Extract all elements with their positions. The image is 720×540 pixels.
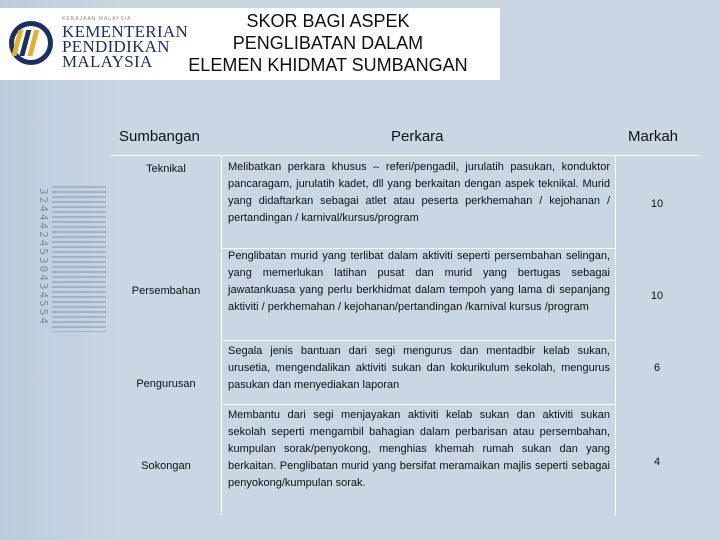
col-divider-2 — [615, 155, 616, 515]
logo-line-1: KEMENTERIAN — [62, 22, 189, 41]
row-category: Sokongan — [141, 460, 191, 472]
barcode-bars — [52, 186, 106, 332]
row-score: 10 — [650, 198, 664, 210]
title-line-2: PENGLIBATAN DALAM — [232, 33, 424, 53]
header-banner — [0, 8, 500, 80]
row-description: Segala jenis bantuan dari segi mengurus dan mentadbir kelab sukan, urusetia, mengendalikan aktiviti sukan dan kokurikulum sekolah, mengurus pasukan dan menyediakan laporan — [228, 345, 610, 391]
row-divider-3 — [221, 404, 615, 405]
barcode-digits: 3244424530434554 — [37, 188, 50, 326]
row-category: Pengurusan — [136, 378, 196, 390]
row-divider-2 — [221, 340, 615, 341]
ministry-logo-icon — [8, 20, 54, 66]
row-category: Teknikal — [146, 163, 186, 175]
title-line-3: ELEMEN KHIDMAT SUMBANGAN — [188, 55, 468, 75]
header-divider — [110, 155, 700, 156]
row-score: 10 — [650, 290, 664, 302]
column-header-category: Sumbangan — [119, 128, 200, 145]
title-line-1: SKOR BAGI ASPEK — [246, 11, 410, 31]
col-divider-1 — [221, 155, 222, 515]
column-header-item: Perkara — [391, 128, 444, 145]
column-header-score: Markah — [628, 128, 679, 145]
row-description: Membantu dari segi menjayakan aktiviti kelab sukan dan aktiviti sukan sekolah seperti mengambil bahagian dalam perbarisan atau persembahan, kumpulan sorak/penyokong, menghias khemah rumah sukan dan yang berkaitan. Penglibatan murid yang bersifat meramaikan majlis seperti sebagai penyokong/kumpulan sorak. — [228, 409, 610, 489]
row-description: Penglibatan murid yang terlibat dalam aktiviti seperti persembahan selingan, yang memerlukan latihan pusat dan murid yang bertugas sebagai jawatankuasa yang perlu berkhidmat dalam tempoh yang lama di sepanjang aktiviti / perkhemahan / kejohanan/pertandingan /karnival kursus /program — [228, 250, 610, 313]
row-category: Persembahan — [131, 285, 201, 297]
logo-tagline: KERAJAAN MALAYSIA — [62, 16, 132, 22]
row-description: Melibatkan perkara khusus – referi/pengadil, jurulatih pasukan, konduktor pancaragam, jurulatih kadet, dll yang berkaitan dengan aspek teknikal. Murid yang didaftarkan sebagai atlet atau peserta perkhemahan / kejohanan / pertandingan / karnival/kursus/program — [228, 161, 610, 224]
row-score: 4 — [653, 456, 661, 468]
logo-line-3: MALAYSIA — [62, 52, 153, 71]
row-score: 6 — [653, 362, 661, 374]
page-title — [168, 10, 488, 76]
logo-line-2: PENDIDIKAN — [62, 37, 170, 56]
